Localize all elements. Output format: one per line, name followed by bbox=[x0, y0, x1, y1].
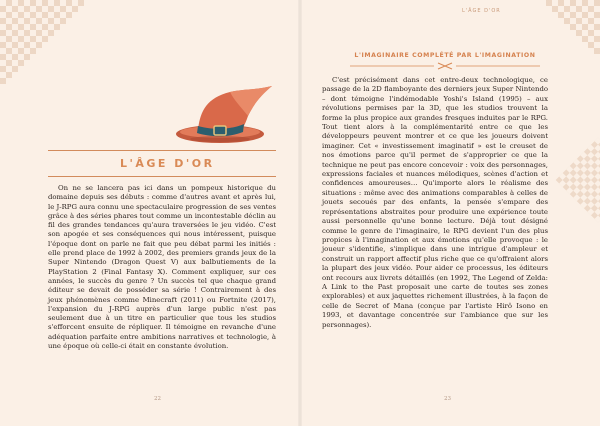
right-page-number: 23 bbox=[444, 396, 451, 402]
ornament-divider-icon bbox=[350, 62, 540, 70]
chapter-title: L'ÂGE D'OR bbox=[120, 156, 215, 170]
chapter-title-top-rule bbox=[48, 150, 276, 151]
left-page-number: 22 bbox=[154, 396, 161, 402]
chapter-title-box bbox=[120, 152, 276, 174]
corner-pattern-top-left bbox=[0, 0, 90, 90]
wizard-hat-icon bbox=[168, 82, 280, 146]
left-body-text: On ne se lancera pas ici dans un pompeux historique du domaine depuis ses débuts : comme d'autres avant et après lui, le J-RPG aura connu une spectaculaire progression de ses ventes grâce à des séries phares tout comme un incontestable déclin au fil des grandes tendances qu'aura traversées le jeu vidéo. C'est son apogée et ses conséquences qui nous intéressent, puisque l'époque dont on parle ne fait que peu débat parmi les initiés : elle prend place de 1992 à 2002, des premiers grands jeux de la Super Nintendo (Dragon Quest V) aux balbutiements de la PlayStation 2 (Final Fantasy X). Comment expliquer, sur ces années, le succès du genre ? Un succès tel que chaque grand éditeur se devait de posséder sa série ! Contrairement à des jeux phénomènes comme Minecraft (2011) ou Fortnite (2017), l'expansion du J-RPG auprès d'un large public n'est pas seulement due à un titre en particulier que tous les studios s'efforcent ensuite de répliquer. Il témoigne en revanche d'une adéquation parfaite entre ambitions narratives et technologie, à une époque où celle-ci était en constante évolution. bbox=[48, 184, 276, 351]
right-body-text: C'est précisément dans cet entre-deux technologique, ce passage de la 2D flamboyante des derniers jeux Super Nintendo – dont témoigne l'indémodable Yoshi's Island (1995) – aux révolutions permises par la 3D, que les studios trouvent la forme la plus propice aux grandes fresques induites par le RPG. Tout tient alors à la complémentarité entre ce que les développeurs peuvent montrer et ce que les joueurs doivent imaginer. Cet « investissement imaginatif » est le creuset de nos émotions parce qu'il permet de s'approprier ce que la technique ne peut pas encore concevoir : voix des personnages, expressions faciales et nuances mélodiques, scènes d'action et confidences amoureuses… Qu'importe alors le réalisme des situations : même avec des animations comparables à celles de jouets secoués par des enfants, la pensée s'empare des représentations abstraites pour produire une expérience toute aussi personnelle qu'une bonne lecture. Déjà tout désigné comme le genre de l'imaginaire, le RPG devient l'un des plus propices à l'imagination et aux émotions qu'elle provoque : le joueur s'identifie, s'implique dans une intrigue d'ampleur et construit un rapport affectif plus riche que ce qu'offraient alors la plupart des jeux vidéo. Pour aider ce processus, les éditeurs ont recours aux livrets détaillés (en 1992, The Legend of Zelda: A Link to the Past proposait une carte de toutes ses zones explorables) et aux jaquettes richement illustrées, à la façon de celle de Secret of Mana (conçue par l'artiste Hirô Isono en 1993, et davantage concentrée sur l'ambiance que sur les personnages). bbox=[322, 76, 548, 329]
diamond-pattern-right bbox=[556, 138, 600, 223]
chapter-title-bottom-rule bbox=[48, 176, 276, 177]
corner-pattern-top-right bbox=[540, 0, 600, 60]
section-heading: L'IMAGINAIRE COMPLÉTÉ PAR L'IMAGINATION bbox=[354, 52, 536, 59]
running-head: L'ÂGE D'OR bbox=[462, 8, 501, 14]
